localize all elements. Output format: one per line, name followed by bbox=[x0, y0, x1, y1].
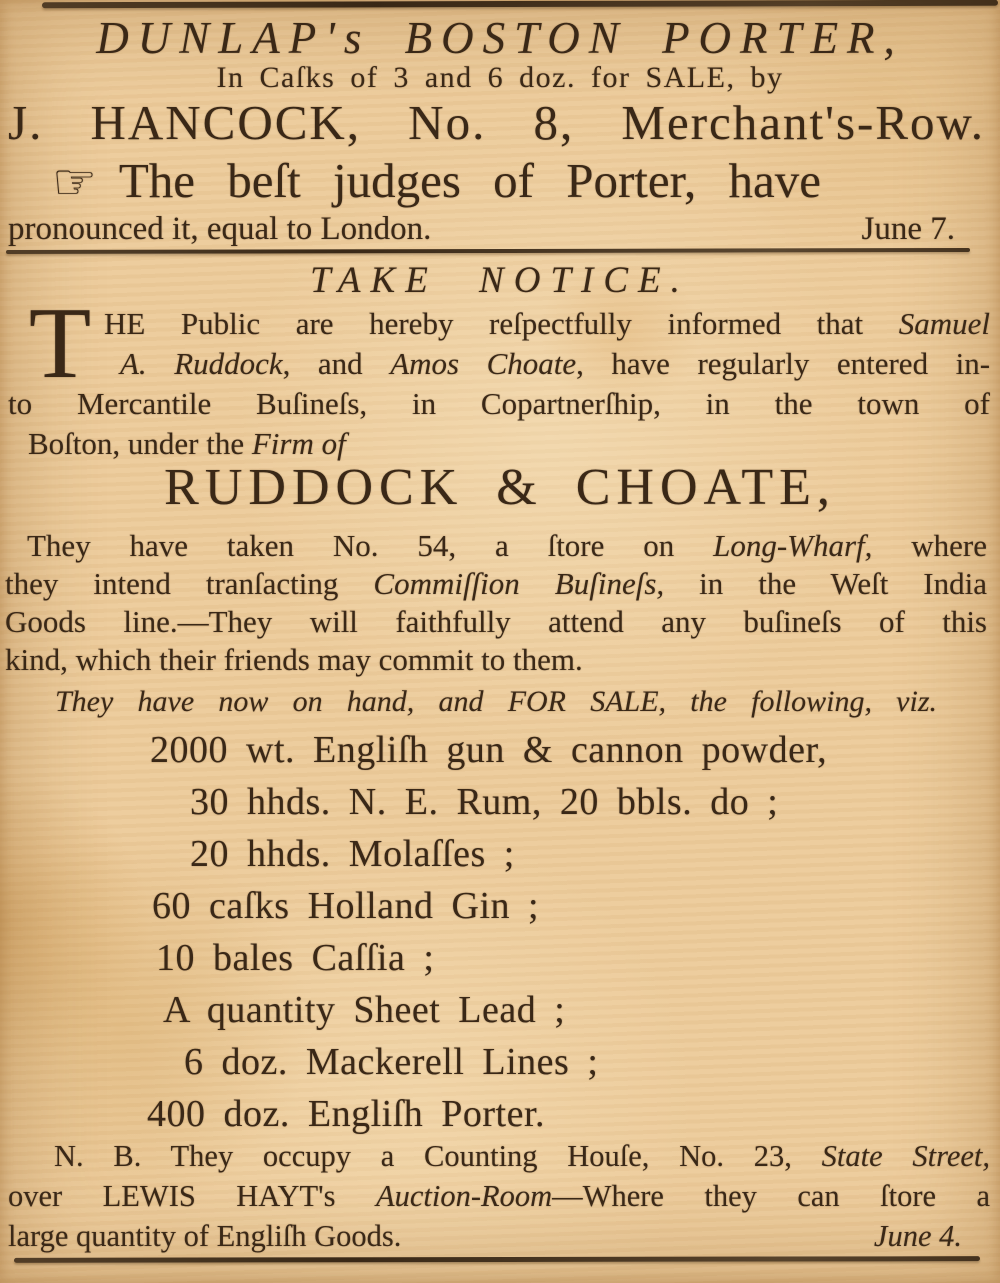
inventory-item-gunpowder: 2000 wt. Engliſh gun & cannon powder, bbox=[150, 729, 828, 771]
section-divider-rule bbox=[6, 248, 970, 254]
bottom-rule bbox=[14, 1256, 980, 1263]
intro-text-firm-of: Firm of bbox=[251, 426, 346, 461]
inventory-item-english-porter: 400 doz. Engliſh Porter. bbox=[147, 1093, 546, 1135]
nb-line-1 bbox=[8, 1136, 990, 1176]
partner-name-choate: Amos Choate bbox=[390, 346, 577, 381]
notice-date: June 4. bbox=[873, 1219, 962, 1253]
porter-ad-claim-text: The beſt judges of Porter, have bbox=[118, 153, 822, 208]
inventory-item-mackerell-lines: 6 doz. Mackerell Lines ; bbox=[184, 1041, 599, 1083]
intro-text: , and bbox=[282, 346, 391, 381]
place-state-street: State Street, bbox=[821, 1139, 991, 1173]
inventory-item-cassia: 10 bales Caſſia ; bbox=[156, 937, 435, 979]
nb-line-3 bbox=[8, 1216, 990, 1256]
body-text: They have taken No. 54, a ſtore on bbox=[27, 528, 714, 563]
firm-heading: RUDDOCK & CHOATE, bbox=[164, 459, 836, 516]
porter-ad-seller-line: J. HANCOCK, No. 8, Merchant's-Row. bbox=[8, 95, 985, 150]
intro-line-3: to Mercantile Buſineſs, in Copartnerſhip, in the town of bbox=[8, 386, 990, 421]
porter-ad-footer-line bbox=[8, 211, 955, 248]
partner-name-samuel: Samuel bbox=[898, 306, 990, 341]
partner-name-ruddock: A. Ruddock bbox=[120, 346, 283, 381]
nb-text: N. B. They occupy a Counting Houſe, No. 23, bbox=[54, 1139, 822, 1173]
notice-body-paragraph bbox=[5, 527, 987, 679]
notice-heading: TAKE NOTICE. bbox=[310, 260, 690, 301]
inventory-item-gin: 60 caſks Holland Gin ; bbox=[152, 885, 540, 927]
body-text: in the Weſt India bbox=[664, 566, 987, 601]
intro-text: Boſton, under the bbox=[28, 426, 252, 461]
nb-text: large quantity of Engliſh Goods. bbox=[8, 1219, 402, 1253]
body-line-2 bbox=[5, 565, 987, 603]
intro-line-1 bbox=[8, 304, 990, 344]
nb-text: —Where they can ſtore a bbox=[552, 1179, 990, 1213]
intro-text: HE Public are hereby reſpectfully informed that bbox=[104, 306, 899, 341]
inventory-item-rum: 30 hhds. N. E. Rum, 20 bbls. do ; bbox=[190, 781, 779, 823]
nb-text: over LEWIS HAYT's bbox=[8, 1179, 376, 1213]
porter-ad-title: DUNLAP's BOSTON PORTER, bbox=[96, 13, 904, 63]
body-line-1 bbox=[5, 527, 987, 565]
porter-ad-subtitle: In Caſks of 3 and 6 doz. for SALE, by bbox=[216, 61, 784, 94]
manicule-icon: ☞ bbox=[52, 153, 97, 211]
nb-line-2 bbox=[8, 1176, 990, 1216]
body-text: they intend tranſacting bbox=[5, 566, 374, 601]
inventory-item-sheet-lead: A quantity Sheet Lead ; bbox=[163, 989, 566, 1031]
body-line-3: Goods line.—They will faithfully attend any buſineſs of this bbox=[5, 604, 987, 639]
porter-ad-claim-line bbox=[52, 152, 992, 211]
drop-cap: T bbox=[28, 287, 92, 400]
intro-text: , have regularly entered in- bbox=[576, 346, 991, 381]
notice-intro-paragraph bbox=[8, 287, 991, 464]
intro-line-2 bbox=[8, 344, 990, 384]
place-long-wharf: Long-Wharf, bbox=[713, 528, 873, 563]
body-line-4: kind, which their friends may commit to them. bbox=[5, 642, 583, 677]
for-sale-line: They have now on hand, and FOR SALE, the following, viz. bbox=[55, 685, 937, 718]
commission-business-label: Commiſſion Buſineſs, bbox=[373, 566, 665, 601]
auction-room-label: Auction-Room bbox=[375, 1179, 553, 1213]
porter-ad-claim-continuation: pronounced it, equal to London. bbox=[8, 211, 432, 247]
inventory-list bbox=[0, 724, 1000, 1140]
body-text: where bbox=[872, 528, 987, 563]
inventory-item-molasses: 20 hhds. Molaſſes ; bbox=[190, 833, 515, 875]
porter-ad-date: June 7. bbox=[861, 211, 955, 247]
top-rule bbox=[42, 0, 998, 8]
nota-bene-paragraph bbox=[8, 1136, 990, 1256]
